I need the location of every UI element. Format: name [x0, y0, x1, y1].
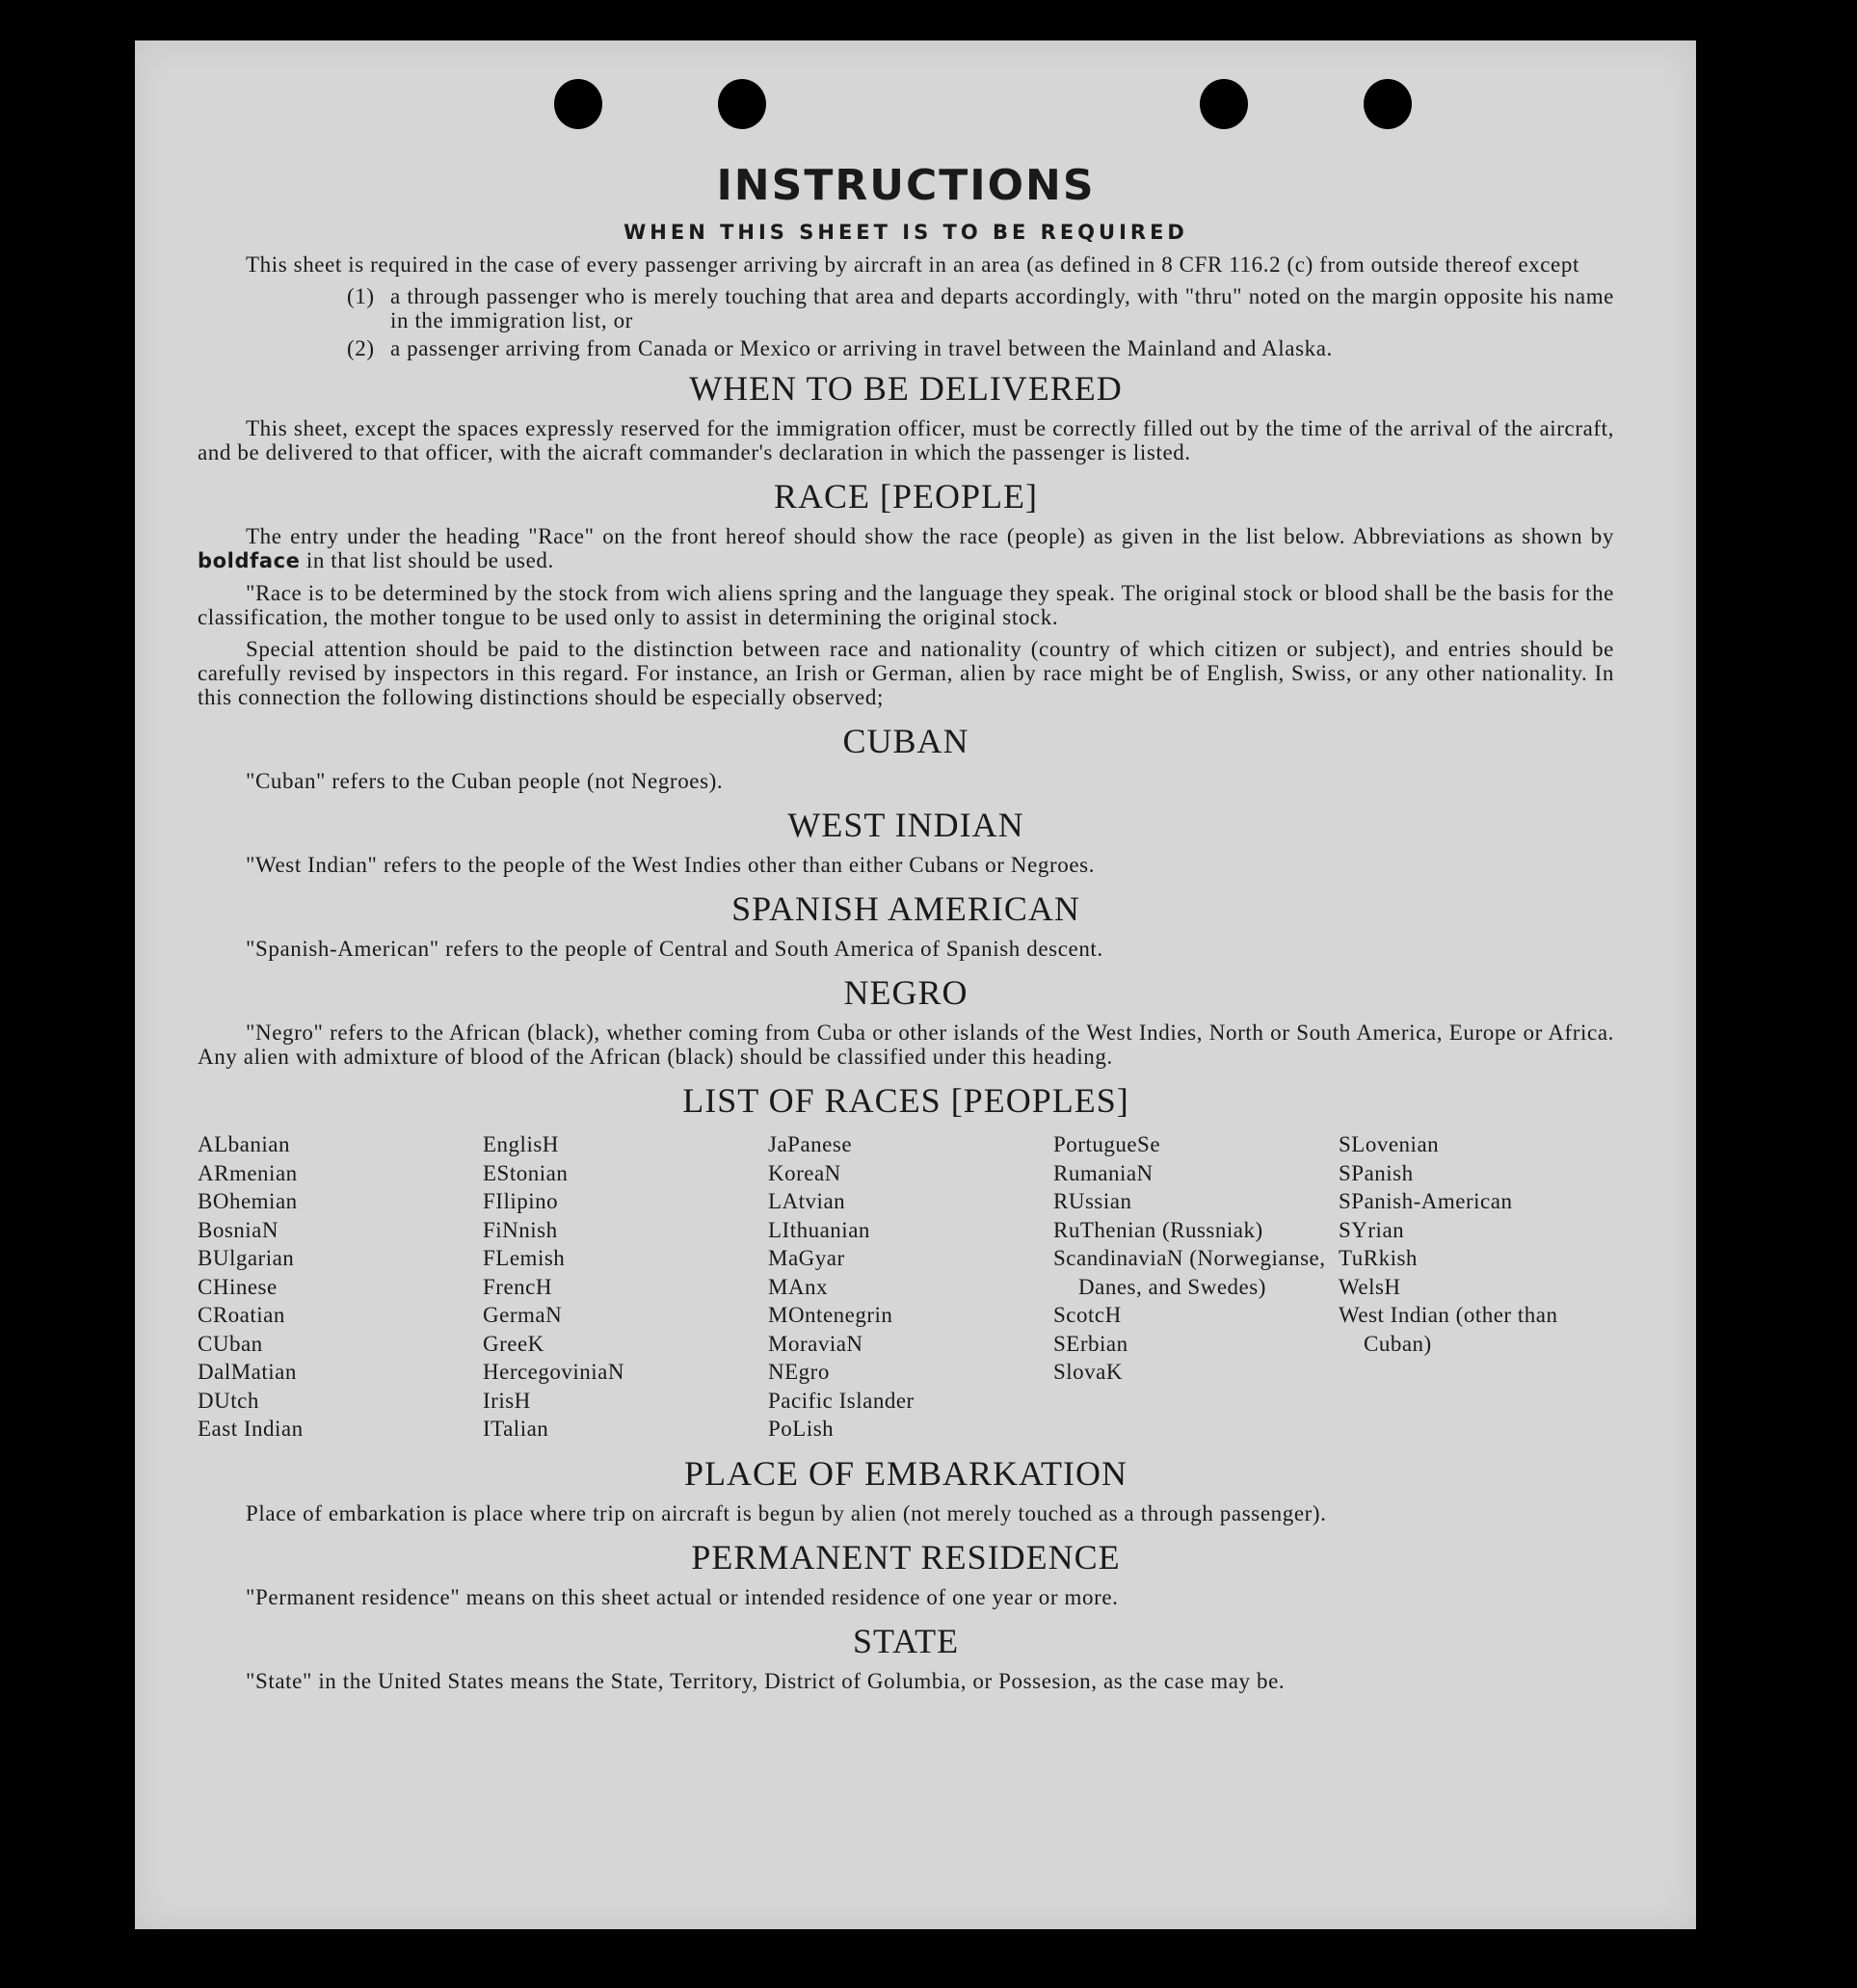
page-subtitle: WHEN THIS SHEET IS TO BE REQUIRED: [623, 221, 1188, 244]
race-entry: SPanish: [1339, 1160, 1414, 1185]
heading-west-indian: WEST INDIAN: [787, 806, 1024, 844]
races-column-2: [483, 1130, 758, 1444]
race-entry: ScandinaviaN (Norwegianse, Danes, and Swedes): [1053, 1246, 1326, 1299]
race-paragraph-2: "Race is to be determined by the stock from wich aliens spring and the language they speak. The original stock or blood shall be the basis for the classification, the mother tongue to be used only to assist in determining the original stock.: [198, 581, 1614, 629]
race-entry: BUlgarian: [198, 1246, 295, 1270]
heading-permanent-residence: PERMANENT RESIDENCE: [691, 1537, 1121, 1577]
race-entry: LIthuanian: [768, 1217, 870, 1242]
heading-race: RACE [PEOPLE]: [774, 477, 1038, 516]
residence-text: "Permanent residence" means on this sheet actual or intended residence of one year or more.: [246, 1584, 1119, 1609]
race-entry: SYrian: [1339, 1217, 1405, 1242]
race-entry: ITalian: [483, 1417, 549, 1441]
page-title: INSTRUCTIONS: [716, 161, 1096, 210]
race-entry: MoraviaN: [768, 1331, 863, 1356]
heading-state: STATE: [852, 1621, 960, 1660]
exception-number: (2): [347, 336, 375, 360]
state-text: "State" in the United States means the State, Territory, District of Golumbia, or Possesion, as the case may be.: [246, 1668, 1286, 1693]
races-column-3: [768, 1130, 1044, 1444]
race-entry: KoreaN: [768, 1160, 841, 1185]
race-entry: FIlipino: [483, 1189, 559, 1213]
races-list: [198, 1130, 1614, 1444]
exception-number: (1): [347, 284, 375, 308]
delivered-text: This sheet, except the spaces expressly reserved for the immigration officer, must be correctly filled out by the time of the arrival of the aircraft, and be delivered to that officer, with the aicraft commander's declaration in which the passenger is listed.: [198, 416, 1614, 464]
race-entry: FiNnish: [483, 1217, 558, 1242]
cuban-text: "Cuban" refers to the Cuban people (not Negroes).: [246, 769, 724, 793]
race-entry: MAnx: [768, 1274, 829, 1299]
race-paragraph-3: Special attention should be paid to the distinction between race and nationality (country of which citizen or subject), and entries should be carefully revised by inspectors in this regard. For instance, an Irish or German, alien by race might be of English, Swiss, or any other nationality. In this connection the following distinctions should be especially observed;: [198, 637, 1614, 709]
punch-hole-3: [1200, 79, 1248, 129]
exception-text: a through passenger who is merely touching that area and departs accordingly, with "thru" noted on the margin opposite his name in the immigration list, or: [390, 284, 1614, 332]
punch-hole-1: [554, 79, 602, 129]
heading-cuban: CUBAN: [842, 722, 969, 760]
race-entry: CUban: [198, 1331, 263, 1356]
race-entry: SErbian: [1053, 1331, 1128, 1356]
west-indian-text: "West Indian" refers to the people of the West Indies other than either Cubans or Negroes.: [246, 853, 1096, 877]
race-entry: LAtvian: [768, 1189, 846, 1213]
race-entry: WelsH: [1339, 1274, 1401, 1299]
race-entry: RumaniaN: [1053, 1160, 1154, 1185]
race-entry: JaPanese: [768, 1132, 853, 1156]
race-entry: RUssian: [1053, 1189, 1132, 1213]
races-column-4: [1053, 1130, 1329, 1444]
spanish-american-text: "Spanish-American" refers to the people of Central and South America of Spanish descent.: [246, 937, 1103, 961]
race-entry: MaGyar: [768, 1246, 845, 1270]
heading-when-delivered: WHEN TO BE DELIVERED: [689, 369, 1123, 408]
exception-text: a passenger arriving from Canada or Mexico or arriving in travel between the Mainland and Alaska.: [390, 336, 1333, 360]
races-column-1: [198, 1130, 473, 1444]
race-paragraph-1: [198, 524, 1614, 573]
negro-text: "Negro" refers to the African (black), whether coming from Cuba or other islands of the West Indies, North or South America, Europe or Africa. Any alien with admixture of blood of the African (black) should be classified under this heading.: [198, 1021, 1614, 1069]
race-entry: BOhemian: [198, 1189, 298, 1213]
punch-hole-4: [1364, 79, 1412, 129]
races-column-5: [1339, 1130, 1614, 1444]
race-entry: RuThenian (Russniak): [1053, 1217, 1263, 1242]
exception-item: [198, 284, 1614, 332]
race-entry: PoLish: [768, 1417, 835, 1441]
race-entry: GermaN: [483, 1303, 563, 1327]
race-entry: CRoatian: [198, 1303, 285, 1327]
race-entry: HercegoviniaN: [483, 1360, 624, 1384]
race-entry: FrencH: [483, 1274, 552, 1299]
race-entry: West Indian (other than Cuban): [1339, 1303, 1558, 1356]
heading-spanish-american: SPANISH AMERICAN: [731, 889, 1080, 928]
race-entry: ScotcH: [1053, 1303, 1122, 1327]
exception-item: [198, 336, 1614, 360]
race-entry: ALbanian: [198, 1132, 290, 1156]
race-entry: Pacific Islander: [768, 1388, 915, 1413]
heading-list-of-races: LIST OF RACES [PEOPLES]: [682, 1081, 1129, 1120]
instructions-content: [198, 156, 1614, 1701]
race-entry: NEgro: [768, 1360, 830, 1384]
race-entry: FLemish: [483, 1246, 566, 1270]
race-entry: MOntenegrin: [768, 1303, 893, 1327]
race-p1-bold: boldface: [198, 549, 301, 572]
race-entry: SPanish-American: [1339, 1189, 1513, 1213]
race-entry: CHinese: [198, 1274, 278, 1299]
race-entry: BosniaN: [198, 1217, 279, 1242]
heading-negro: NEGRO: [843, 973, 968, 1012]
race-entry: EStonian: [483, 1160, 569, 1185]
punch-hole-2: [718, 79, 766, 129]
race-entry: ARmenian: [198, 1160, 298, 1185]
race-entry: SlovaK: [1053, 1360, 1123, 1384]
race-entry: IrisH: [483, 1388, 531, 1413]
race-entry: EnglisH: [483, 1132, 559, 1156]
race-p1-after: in that list should be used.: [305, 548, 554, 572]
document-page: [135, 40, 1696, 1929]
required-intro: This sheet is required in the case of every passenger arriving by aircraft in an area (as defined in 8 CFR 116.2 (c) from outside thereof except: [246, 252, 1579, 277]
race-entry: PortugueSe: [1053, 1132, 1161, 1156]
race-p1-before: The entry under the heading "Race" on the front hereof should show the race (people) as given in the list below. Abbreviations as shown by: [246, 524, 1614, 548]
race-entry: DUtch: [198, 1388, 259, 1413]
embarkation-text: Place of embarkation is place where trip on aircraft is begun by alien (not merely touched as a through passenger).: [246, 1500, 1327, 1525]
race-entry: East Indian: [198, 1417, 304, 1441]
race-entry: GreeK: [483, 1331, 544, 1356]
race-entry: DalMatian: [198, 1360, 297, 1384]
race-entry: TuRkish: [1339, 1246, 1418, 1270]
race-entry: SLovenian: [1339, 1132, 1440, 1156]
heading-place-of-embarkation: PLACE OF EMBARKATION: [683, 1453, 1128, 1493]
